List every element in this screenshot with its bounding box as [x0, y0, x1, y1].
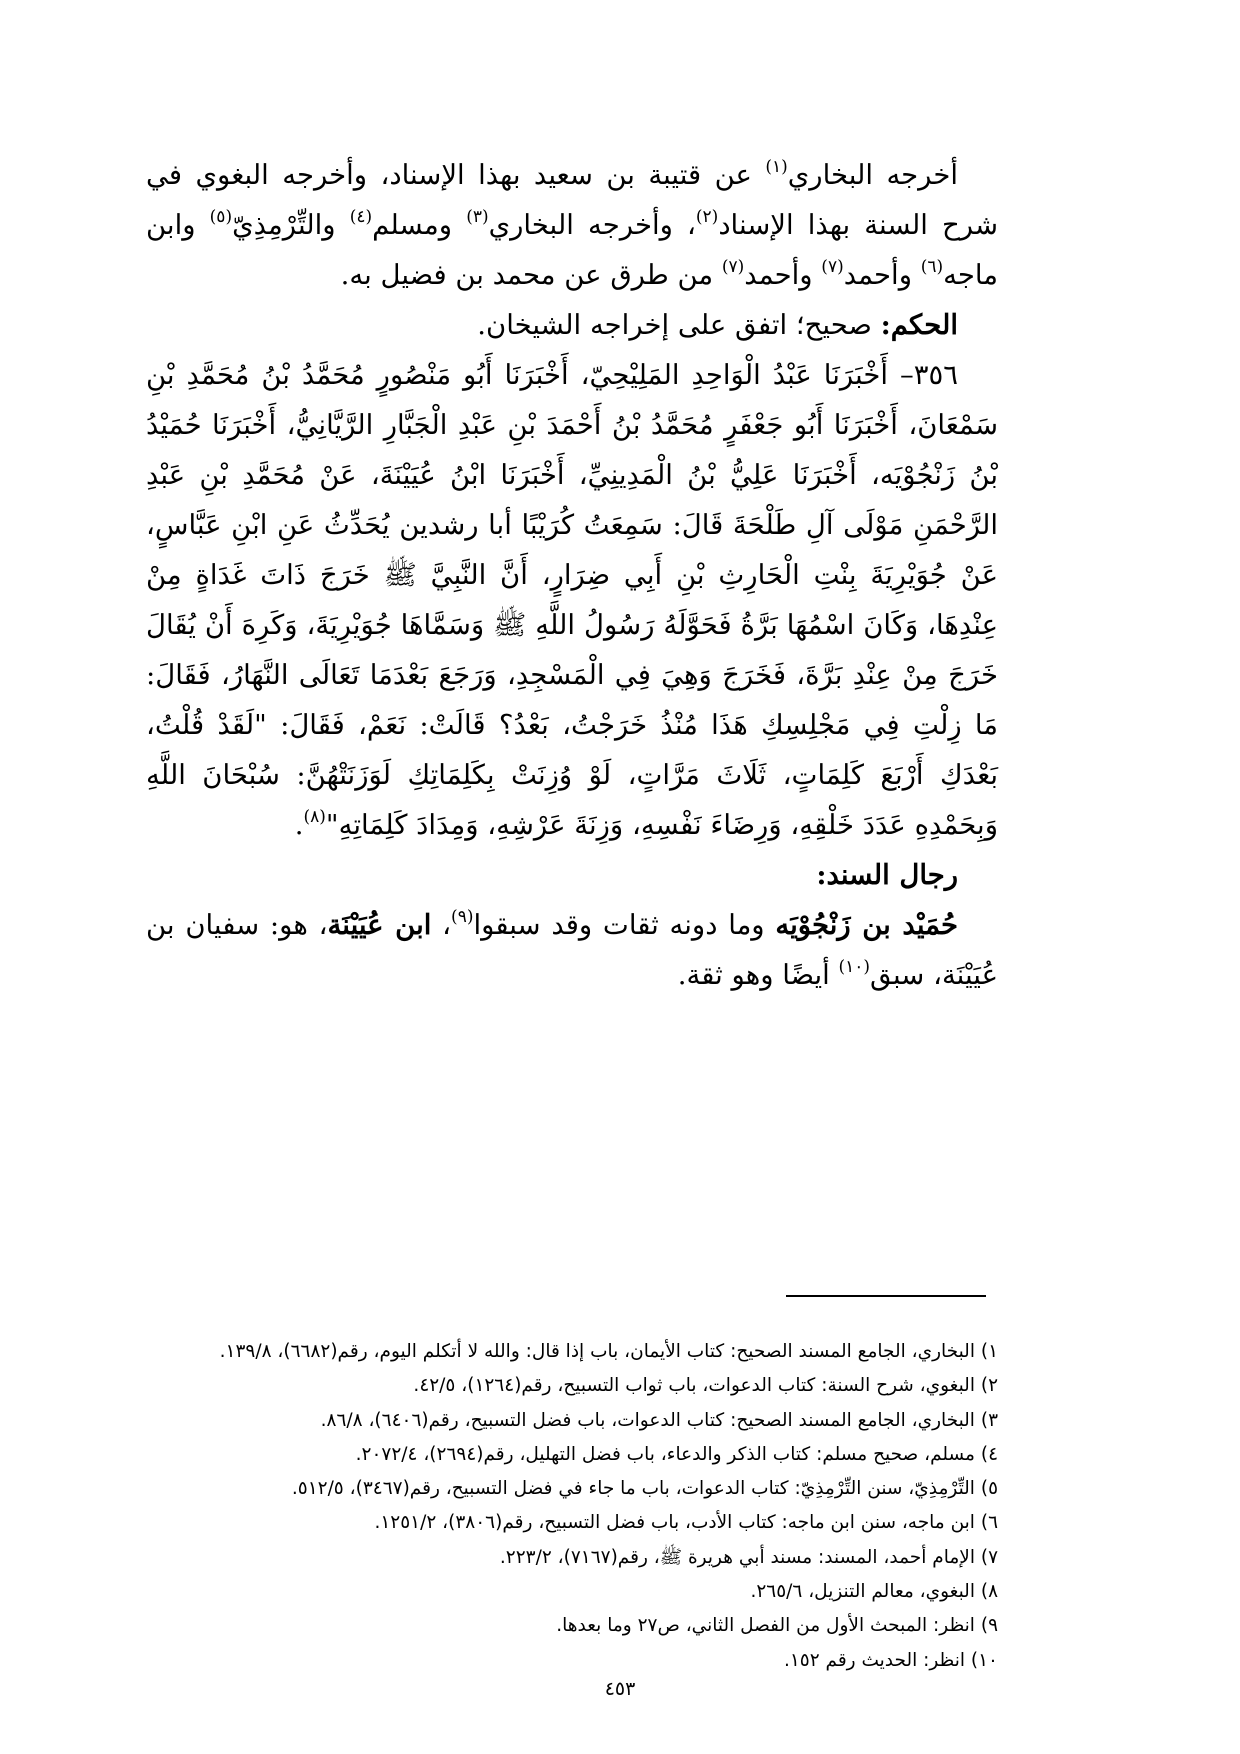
- footnotes-list: [150, 1335, 998, 1678]
- footnote-10: ١٠) انظر: الحديث رقم ١٥٢.: [783, 1649, 998, 1671]
- narrator-name: حُمَيْد بن زَنْجُوْيَه: [775, 909, 959, 941]
- text-run: والتِّرْمِذِيّ: [232, 209, 350, 241]
- text-run: من طرق عن محمد بن فضيل به.: [340, 259, 722, 291]
- footnote-5: ٥) التِّرْمِذِيّ، سنن التِّرْمِذِيّ: كتاب الدعوات، باب ما جاء في فضل التسبيح، رقم(٣٤٦٧)، ٥١٢/٥.: [291, 1478, 998, 1500]
- ruling-paragraph: [146, 300, 998, 350]
- footnote-4: ٤) مسلم، صحيح مسلم: كتاب الذكر والدعاء، باب فضل التهليل، رقم(٢٦٩٤)، ٢٠٧٢/٤.: [355, 1443, 998, 1465]
- text-run: وأحمد: [843, 259, 921, 291]
- footnote-ref[interactable]: (٧): [821, 257, 844, 277]
- hadith-paragraph: [146, 350, 998, 850]
- page-number: ٤٥٣: [604, 1678, 636, 1700]
- hadith-text: أَخْبَرَنَا عَبْدُ الْوَاحِدِ المَلِيْحِيّ، أَخْبَرَنَا أَبُو مَنْصُورٍ مُحَمَّدُ بْنُ مُحَمَّدِ بْنِ سَمْعَانَ، أَخْبَرَنَا أَبُو جَعْفَرٍ مُحَمَّدُ بْنُ أَحْمَدَ بْنِ عَبْدِ الْجَبَّارِ الرَّيَّانِيُّ، أَخْبَرَنَا حُمَيْدُ بْنُ زَنْجُوْيَه، أَخْبَرَنَا عَلِيُّ بْنُ الْمَدِينِيِّ، أَخْبَرَنَا ابْنُ عُيَيْنَةَ، عَنْ مُحَمَّدِ بْنِ عَبْدِ الرَّحْمَنِ مَوْلَى آلِ طَلْحَةَ قَالَ: سَمِعَتُ كُرَيْبًا أبا رشدين يُحَدِّثُ عَنِ ابْنِ عَبَّاسٍ، عَنْ جُوَيْرِيَةَ بِنْتِ الْحَارِثِ بْنِ أَبِي ضِرَارٍ، أَنَّ النَّبِيَّ ﷺ خَرَجَ ذَاتَ غَدَاةٍ مِنْ عِنْدِهَا، وَكَانَ اسْمُهَا بَرَّةُ فَحَوَّلَهُ رَسُولُ اللَّهِ ﷺ وَسَمَّاهَا جُوَيْرِيَةَ، وَكَرِهَ أَنْ يُقَالَ خَرَجَ مِنْ عِنْدِ بَرَّةَ، فَخَرَجَ وَهِيَ فِي الْمَسْجِدِ، وَرَجَعَ بَعْدَمَا تَعَالَى النَّهَارُ، فَقَالَ: مَا زِلْتِ فِي مَجْلِسِكِ هَذَا مُنْذُ خَرَجْتُ، بَعْدُ؟ قَالَتْ: نَعَمْ، فَقَالَ: "لَقَدْ قُلْتُ، بَعْدَكِ أَرْبَعَ كَلِمَاتٍ، ثَلَاثَ مَرَّاتٍ، لَوْ وُزِنَتْ بِكَلِمَاتِكِ لَوَزَنَتْهُنَّ: سُبْحَانَ اللَّهِ وَبِحَمْدِهِ عَدَدَ خَلْقِهِ، وَرِضَاءَ نَفْسِهِ، وَزِنَةَ عَرْشِهِ، وَمِدَادَ كَلِمَاتِهِ": [146, 359, 998, 841]
- text-run: وأحمد: [744, 259, 822, 291]
- footnote-1: ١) البخاري، الجامع المسند الصحيح: كتاب الأيمان، باب إذا قال: والله لا أتكلم اليوم، رقم(٦٦٨٢)، ١٣٩/٨.: [219, 1341, 998, 1362]
- text-run: أيضًا وهو ثقة.: [677, 959, 839, 991]
- footnote-ref[interactable]: (٧): [721, 257, 745, 277]
- footnote-6: ٦) ابن ماجه، سنن ابن ماجه: كتاب الأدب، باب فضل التسبيح، رقم(٣٨٠٦)، ١٢٥١/٢.: [374, 1512, 998, 1534]
- ruling-label: الحكم:: [880, 309, 958, 341]
- footnote-ref[interactable]: (٩): [451, 907, 474, 927]
- text-run: .: [294, 809, 304, 841]
- text-run: ومسلم: [372, 209, 467, 241]
- text-run: وما دونه ثقات وقد سبقوا: [473, 909, 776, 941]
- text-run: أخرجه البخاري: [787, 159, 958, 191]
- footnote-ref[interactable]: (١): [765, 157, 788, 177]
- footnote-ref[interactable]: (٢): [695, 207, 719, 227]
- footnote-ref[interactable]: (٨): [303, 807, 326, 827]
- main-text: [146, 150, 998, 1000]
- narrators-heading-paragraph: [146, 850, 998, 900]
- text-run: وابن ماجه: [146, 209, 998, 291]
- narrator-name: ابن عُيَيْنَة: [327, 909, 432, 941]
- text-run: ،: [431, 909, 452, 941]
- footnote-ref[interactable]: (٥): [209, 207, 233, 227]
- footnote-7: ٧) الإمام أحمد، المسند: مسند أبي هريرة ﷺ، رقم(٧١٦٧)، ٢٢٣/٢.: [499, 1546, 998, 1568]
- footnote-9: ٩) انظر: المبحث الأول من الفصل الثاني، ص٢٧ وما بعدها.: [556, 1615, 998, 1637]
- footnote-ref[interactable]: (٦): [920, 257, 944, 277]
- text-run: ، هو: سفيان بن عُيَيْنَة، سبق: [146, 909, 998, 991]
- footnote-ref[interactable]: (٤): [349, 207, 373, 227]
- takhrij-paragraph: [146, 150, 998, 300]
- text-run: عن قتيبة بن سعيد بهذا الإسناد، وأخرجه البغوي في شرح السنة بهذا الإسناد: [146, 159, 998, 241]
- footnote-ref[interactable]: (٣): [466, 207, 489, 227]
- footnote-separator: [786, 1295, 986, 1297]
- footnote-ref[interactable]: (١٠): [838, 957, 871, 977]
- text-run: ، وأخرجه البخاري: [488, 209, 696, 241]
- ruling-text: صحيح؛ اتفق على إخراجه الشيخان.: [477, 309, 881, 341]
- footnote-2: ٢) البغوي، شرح السنة: كتاب الدعوات، باب ثواب التسبيح، رقم(١٢٦٤)، ٤٢/٥.: [413, 1375, 998, 1397]
- narrators-paragraph: [146, 900, 998, 1000]
- footnote-8: ٨) البغوي، معالم التنزيل، ٢٦٥/٦.: [750, 1581, 998, 1603]
- narrators-heading: رجال السند:: [816, 859, 958, 891]
- hadith-number: ٣٥٦–: [899, 359, 958, 391]
- footnote-3: ٣) البخاري، الجامع المسند الصحيح: كتاب الدعوات، باب فضل التسبيح، رقم(٦٤٠٦)، ٨٦/٨.: [320, 1409, 998, 1431]
